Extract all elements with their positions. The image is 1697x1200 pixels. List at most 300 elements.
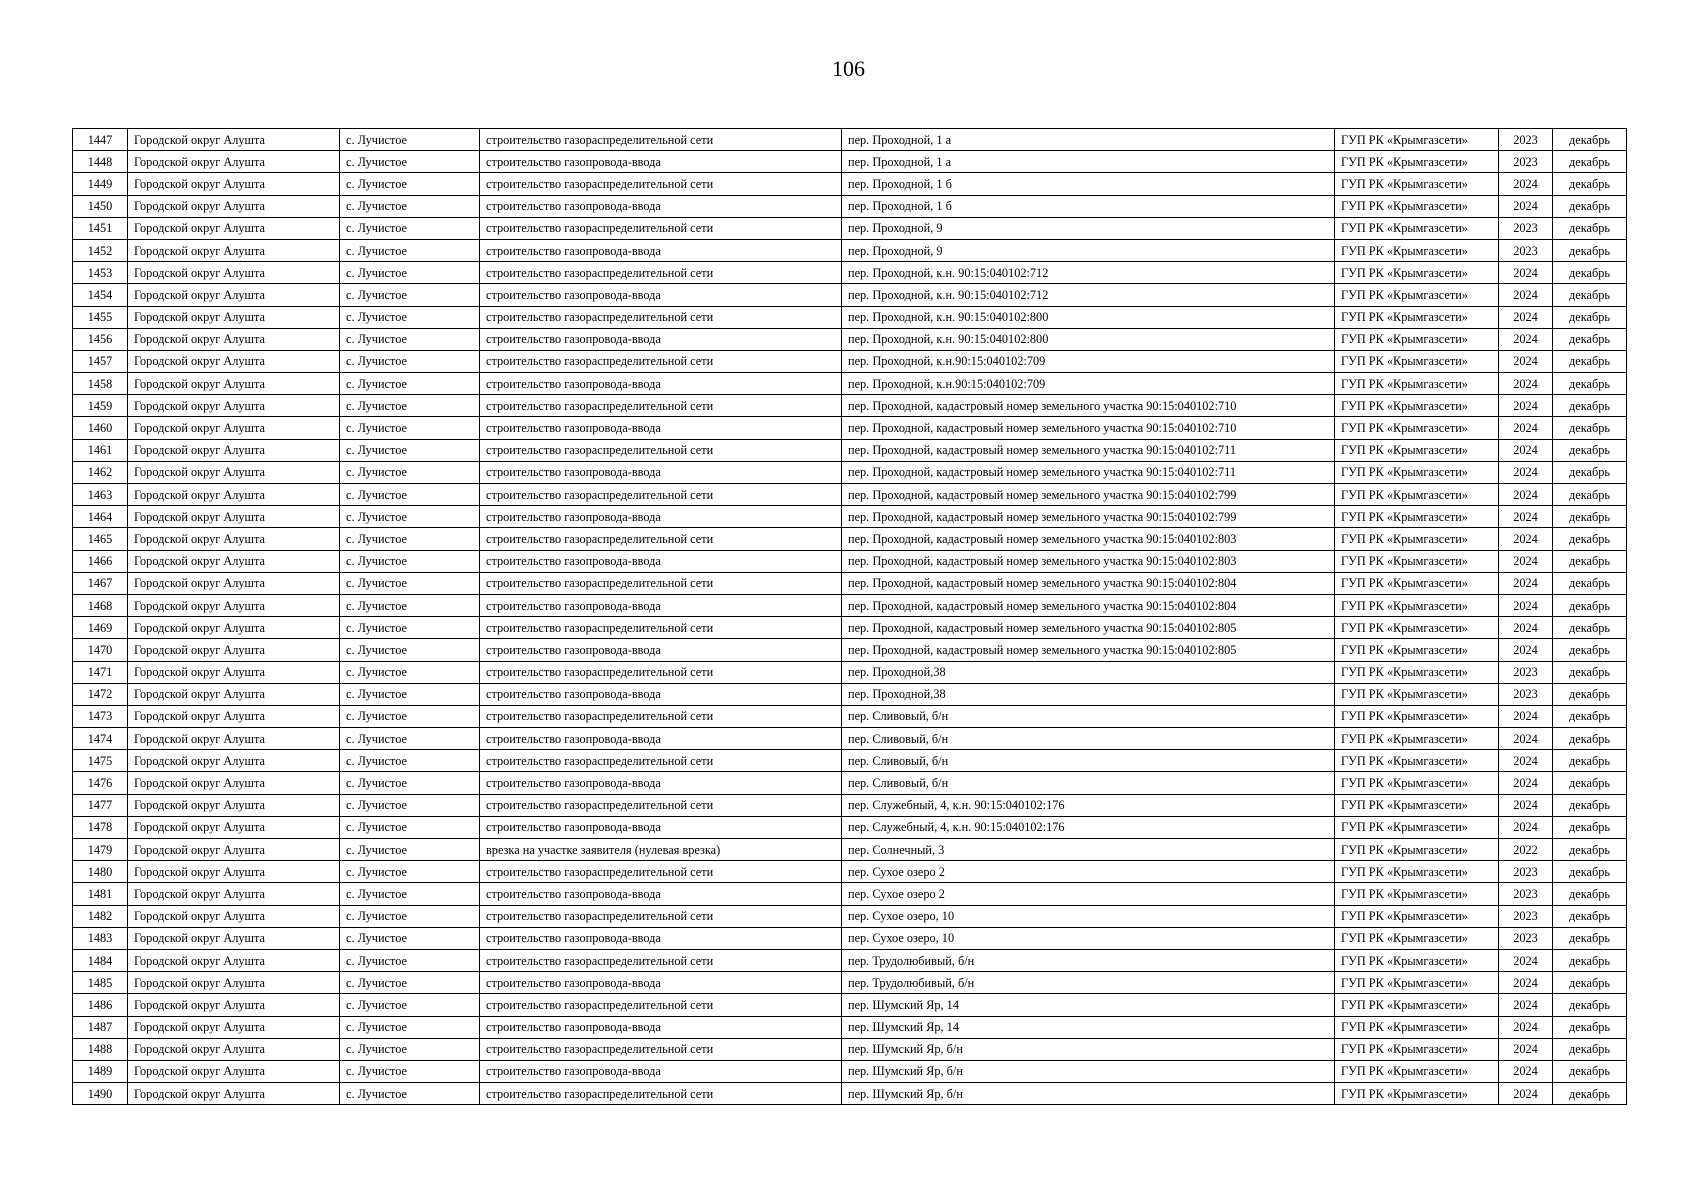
cell-address: пер. Сухое озеро, 10 (842, 905, 1335, 927)
cell-settlement: с. Лучистое (340, 794, 480, 816)
cell-month: декабрь (1553, 1016, 1627, 1038)
cell-year: 2024 (1499, 373, 1553, 395)
cell-work-type: строительство газопровода-ввода (480, 1016, 842, 1038)
cell-settlement: с. Лучистое (340, 639, 480, 661)
cell-month: декабрь (1553, 861, 1627, 883)
cell-settlement: с. Лучистое (340, 972, 480, 994)
table-row (73, 839, 1627, 861)
table-row (73, 395, 1627, 417)
cell-row-number: 1478 (73, 816, 128, 838)
table-row (73, 927, 1627, 949)
cell-municipality: Городской округ Алушта (128, 439, 340, 461)
cell-organization: ГУП РК «Крымгазсети» (1335, 1016, 1499, 1038)
cell-address: пер. Проходной, к.н. 90:15:040102:712 (842, 284, 1335, 306)
cell-settlement: с. Лучистое (340, 927, 480, 949)
cell-municipality: Городской округ Алушта (128, 129, 340, 151)
table-row (73, 550, 1627, 572)
cell-row-number: 1459 (73, 395, 128, 417)
cell-settlement: с. Лучистое (340, 883, 480, 905)
cell-settlement: с. Лучистое (340, 373, 480, 395)
cell-organization: ГУП РК «Крымгазсети» (1335, 217, 1499, 239)
cell-year: 2024 (1499, 528, 1553, 550)
table-row (73, 949, 1627, 971)
cell-organization: ГУП РК «Крымгазсети» (1335, 572, 1499, 594)
table-row (73, 994, 1627, 1016)
cell-organization: ГУП РК «Крымгазсети» (1335, 373, 1499, 395)
cell-address: пер. Проходной, кадастровый номер земельного участка 90:15:040102:805 (842, 617, 1335, 639)
cell-address: пер. Трудолюбивый, б/н (842, 949, 1335, 971)
cell-month: декабрь (1553, 528, 1627, 550)
cell-address: пер. Сухое озеро 2 (842, 883, 1335, 905)
cell-address: пер. Проходной, кадастровый номер земельного участка 90:15:040102:804 (842, 594, 1335, 616)
cell-row-number: 1490 (73, 1083, 128, 1105)
cell-month: декабрь (1553, 905, 1627, 927)
cell-month: декабрь (1553, 639, 1627, 661)
cell-row-number: 1480 (73, 861, 128, 883)
cell-month: декабрь (1553, 1083, 1627, 1105)
cell-address: пер. Проходной, кадастровый номер земельного участка 90:15:040102:710 (842, 395, 1335, 417)
cell-month: декабрь (1553, 750, 1627, 772)
cell-month: декабрь (1553, 417, 1627, 439)
cell-month: декабрь (1553, 683, 1627, 705)
cell-organization: ГУП РК «Крымгазсети» (1335, 750, 1499, 772)
cell-municipality: Городской округ Алушта (128, 617, 340, 639)
cell-year: 2024 (1499, 949, 1553, 971)
cell-settlement: с. Лучистое (340, 395, 480, 417)
cell-municipality: Городской округ Алушта (128, 1038, 340, 1060)
cell-row-number: 1468 (73, 594, 128, 616)
cell-work-type: строительство газораспределительной сети (480, 173, 842, 195)
table-row (73, 1016, 1627, 1038)
cell-organization: ГУП РК «Крымгазсети» (1335, 395, 1499, 417)
cell-row-number: 1487 (73, 1016, 128, 1038)
table-row (73, 1038, 1627, 1060)
cell-month: декабрь (1553, 816, 1627, 838)
cell-address: пер. Проходной, кадастровый номер земельного участка 90:15:040102:805 (842, 639, 1335, 661)
table-row (73, 151, 1627, 173)
cell-settlement: с. Лучистое (340, 905, 480, 927)
cell-address: пер. Проходной, 1 а (842, 151, 1335, 173)
cell-organization: ГУП РК «Крымгазсети» (1335, 239, 1499, 261)
table-row (73, 972, 1627, 994)
cell-municipality: Городской округ Алушта (128, 905, 340, 927)
cell-year: 2024 (1499, 1016, 1553, 1038)
cell-municipality: Городской округ Алушта (128, 239, 340, 261)
table-row (73, 1060, 1627, 1082)
cell-organization: ГУП РК «Крымгазсети» (1335, 927, 1499, 949)
cell-settlement: с. Лучистое (340, 772, 480, 794)
cell-month: декабрь (1553, 927, 1627, 949)
cell-municipality: Городской округ Алушта (128, 639, 340, 661)
cell-organization: ГУП РК «Крымгазсети» (1335, 439, 1499, 461)
cell-year: 2024 (1499, 173, 1553, 195)
table-row (73, 350, 1627, 372)
cell-work-type: строительство газораспределительной сети (480, 905, 842, 927)
cell-organization: ГУП РК «Крымгазсети» (1335, 328, 1499, 350)
cell-work-type: строительство газопровода-ввода (480, 550, 842, 572)
cell-address: пер. Проходной, к.н. 90:15:040102:712 (842, 262, 1335, 284)
cell-month: декабрь (1553, 306, 1627, 328)
cell-year: 2023 (1499, 683, 1553, 705)
cell-work-type: строительство газопровода-ввода (480, 373, 842, 395)
cell-row-number: 1457 (73, 350, 128, 372)
cell-year: 2024 (1499, 350, 1553, 372)
cell-organization: ГУП РК «Крымгазсети» (1335, 528, 1499, 550)
cell-work-type: строительство газораспределительной сети (480, 395, 842, 417)
cell-municipality: Городской округ Алушта (128, 683, 340, 705)
cell-year: 2024 (1499, 728, 1553, 750)
cell-month: декабрь (1553, 217, 1627, 239)
cell-work-type: врезка на участке заявителя (нулевая врезка) (480, 839, 842, 861)
cell-address: пер. Сухое озеро 2 (842, 861, 1335, 883)
cell-municipality: Городской округ Алушта (128, 1016, 340, 1038)
cell-address: пер. Проходной, кадастровый номер земельного участка 90:15:040102:803 (842, 528, 1335, 550)
table-row (73, 772, 1627, 794)
cell-municipality: Городской округ Алушта (128, 328, 340, 350)
cell-work-type: строительство газопровода-ввода (480, 683, 842, 705)
cell-address: пер. Сливовый, б/н (842, 705, 1335, 727)
cell-municipality: Городской округ Алушта (128, 373, 340, 395)
cell-month: декабрь (1553, 572, 1627, 594)
cell-settlement: с. Лучистое (340, 284, 480, 306)
cell-organization: ГУП РК «Крымгазсети» (1335, 972, 1499, 994)
cell-settlement: с. Лучистое (340, 750, 480, 772)
cell-row-number: 1488 (73, 1038, 128, 1060)
cell-organization: ГУП РК «Крымгазсети» (1335, 173, 1499, 195)
cell-work-type: строительство газораспределительной сети (480, 129, 842, 151)
table-row (73, 639, 1627, 661)
cell-month: декабрь (1553, 284, 1627, 306)
cell-work-type: строительство газораспределительной сети (480, 617, 842, 639)
cell-settlement: с. Лучистое (340, 949, 480, 971)
cell-work-type: строительство газопровода-ввода (480, 972, 842, 994)
cell-address: пер. Проходной, к.н. 90:15:040102:800 (842, 328, 1335, 350)
table-row (73, 173, 1627, 195)
table-row (73, 1083, 1627, 1105)
cell-organization: ГУП РК «Крымгазсети» (1335, 284, 1499, 306)
cell-year: 2023 (1499, 129, 1553, 151)
cell-work-type: строительство газопровода-ввода (480, 151, 842, 173)
cell-municipality: Городской округ Алушта (128, 705, 340, 727)
table-row (73, 195, 1627, 217)
cell-municipality: Городской округ Алушта (128, 994, 340, 1016)
cell-organization: ГУП РК «Крымгазсети» (1335, 683, 1499, 705)
cell-year: 2024 (1499, 1060, 1553, 1082)
cell-settlement: с. Лучистое (340, 594, 480, 616)
cell-row-number: 1455 (73, 306, 128, 328)
cell-municipality: Городской округ Алушта (128, 927, 340, 949)
cell-municipality: Городской округ Алушта (128, 794, 340, 816)
cell-year: 2024 (1499, 705, 1553, 727)
cell-settlement: с. Лучистое (340, 484, 480, 506)
table-row (73, 439, 1627, 461)
cell-year: 2024 (1499, 328, 1553, 350)
cell-work-type: строительство газораспределительной сети (480, 528, 842, 550)
cell-settlement: с. Лучистое (340, 350, 480, 372)
cell-year: 2024 (1499, 306, 1553, 328)
cell-municipality: Городской округ Алушта (128, 883, 340, 905)
cell-address: пер. Проходной, к.н.90:15:040102:709 (842, 373, 1335, 395)
cell-row-number: 1464 (73, 506, 128, 528)
cell-settlement: с. Лучистое (340, 1060, 480, 1082)
cell-address: пер. Шумский Яр, б/н (842, 1038, 1335, 1060)
cell-settlement: с. Лучистое (340, 816, 480, 838)
cell-municipality: Городской округ Алушта (128, 772, 340, 794)
cell-year: 2023 (1499, 905, 1553, 927)
cell-year: 2022 (1499, 839, 1553, 861)
cell-address: пер. Шумский Яр, б/н (842, 1083, 1335, 1105)
cell-organization: ГУП РК «Крымгазсети» (1335, 1083, 1499, 1105)
table-row (73, 905, 1627, 927)
cell-address: пер. Проходной,38 (842, 683, 1335, 705)
table-row (73, 861, 1627, 883)
cell-row-number: 1489 (73, 1060, 128, 1082)
cell-address: пер. Сухое озеро, 10 (842, 927, 1335, 949)
cell-organization: ГУП РК «Крымгазсети» (1335, 705, 1499, 727)
cell-work-type: строительство газопровода-ввода (480, 594, 842, 616)
cell-row-number: 1483 (73, 927, 128, 949)
cell-year: 2024 (1499, 994, 1553, 1016)
cell-address: пер. Проходной, 1 б (842, 195, 1335, 217)
cell-municipality: Городской округ Алушта (128, 1083, 340, 1105)
cell-work-type: строительство газораспределительной сети (480, 949, 842, 971)
cell-year: 2023 (1499, 661, 1553, 683)
cell-month: декабрь (1553, 239, 1627, 261)
cell-year: 2024 (1499, 794, 1553, 816)
cell-municipality: Городской округ Алушта (128, 484, 340, 506)
cell-municipality: Городской округ Алушта (128, 550, 340, 572)
table-row (73, 417, 1627, 439)
cell-month: декабрь (1553, 484, 1627, 506)
cell-month: декабрь (1553, 794, 1627, 816)
cell-row-number: 1452 (73, 239, 128, 261)
cell-row-number: 1476 (73, 772, 128, 794)
table-row (73, 328, 1627, 350)
cell-year: 2024 (1499, 750, 1553, 772)
cell-year: 2024 (1499, 284, 1553, 306)
cell-year: 2024 (1499, 1038, 1553, 1060)
cell-settlement: с. Лучистое (340, 1083, 480, 1105)
cell-settlement: с. Лучистое (340, 617, 480, 639)
cell-address: пер. Проходной, 9 (842, 239, 1335, 261)
cell-municipality: Городской округ Алушта (128, 750, 340, 772)
work-schedule-table (72, 128, 1627, 1105)
table-row (73, 506, 1627, 528)
cell-settlement: с. Лучистое (340, 461, 480, 483)
cell-row-number: 1448 (73, 151, 128, 173)
cell-organization: ГУП РК «Крымгазсети» (1335, 506, 1499, 528)
cell-row-number: 1477 (73, 794, 128, 816)
cell-work-type: строительство газораспределительной сети (480, 994, 842, 1016)
cell-municipality: Городской округ Алушта (128, 350, 340, 372)
cell-month: декабрь (1553, 506, 1627, 528)
table-row (73, 217, 1627, 239)
cell-month: декабрь (1553, 1038, 1627, 1060)
cell-address: пер. Проходной, кадастровый номер земельного участка 90:15:040102:803 (842, 550, 1335, 572)
cell-settlement: с. Лучистое (340, 661, 480, 683)
cell-organization: ГУП РК «Крымгазсети» (1335, 728, 1499, 750)
cell-year: 2024 (1499, 262, 1553, 284)
cell-year: 2024 (1499, 772, 1553, 794)
cell-settlement: с. Лучистое (340, 262, 480, 284)
cell-municipality: Городской округ Алушта (128, 572, 340, 594)
cell-year: 2024 (1499, 484, 1553, 506)
cell-work-type: строительство газопровода-ввода (480, 639, 842, 661)
cell-organization: ГУП РК «Крымгазсети» (1335, 550, 1499, 572)
cell-month: декабрь (1553, 594, 1627, 616)
cell-year: 2024 (1499, 195, 1553, 217)
cell-municipality: Городской округ Алушта (128, 972, 340, 994)
cell-organization: ГУП РК «Крымгазсети» (1335, 617, 1499, 639)
cell-row-number: 1469 (73, 617, 128, 639)
table-row (73, 728, 1627, 750)
cell-work-type: строительство газораспределительной сети (480, 1083, 842, 1105)
cell-work-type: строительство газораспределительной сети (480, 439, 842, 461)
cell-month: декабрь (1553, 328, 1627, 350)
cell-year: 2024 (1499, 1083, 1553, 1105)
cell-organization: ГУП РК «Крымгазсети» (1335, 306, 1499, 328)
cell-municipality: Городской округ Алушта (128, 306, 340, 328)
cell-year: 2024 (1499, 395, 1553, 417)
cell-month: декабрь (1553, 705, 1627, 727)
cell-year: 2024 (1499, 572, 1553, 594)
cell-work-type: строительство газопровода-ввода (480, 461, 842, 483)
cell-settlement: с. Лучистое (340, 506, 480, 528)
cell-organization: ГУП РК «Крымгазсети» (1335, 816, 1499, 838)
cell-month: декабрь (1553, 395, 1627, 417)
cell-settlement: с. Лучистое (340, 528, 480, 550)
cell-settlement: с. Лучистое (340, 1016, 480, 1038)
cell-work-type: строительство газопровода-ввода (480, 195, 842, 217)
table-row (73, 129, 1627, 151)
table-row (73, 705, 1627, 727)
cell-row-number: 1447 (73, 129, 128, 151)
cell-address: пер. Проходной, 9 (842, 217, 1335, 239)
cell-year: 2023 (1499, 883, 1553, 905)
table-row (73, 572, 1627, 594)
cell-row-number: 1460 (73, 417, 128, 439)
cell-work-type: строительство газопровода-ввода (480, 1060, 842, 1082)
cell-municipality: Городской округ Алушта (128, 861, 340, 883)
cell-year: 2023 (1499, 927, 1553, 949)
cell-address: пер. Проходной, к.н. 90:15:040102:800 (842, 306, 1335, 328)
cell-row-number: 1479 (73, 839, 128, 861)
cell-work-type: строительство газораспределительной сети (480, 262, 842, 284)
cell-month: декабрь (1553, 151, 1627, 173)
cell-municipality: Городской округ Алушта (128, 816, 340, 838)
cell-work-type: строительство газораспределительной сети (480, 1038, 842, 1060)
cell-settlement: с. Лучистое (340, 129, 480, 151)
cell-municipality: Городской округ Алушта (128, 262, 340, 284)
cell-month: декабрь (1553, 173, 1627, 195)
cell-month: декабрь (1553, 617, 1627, 639)
cell-work-type: строительство газораспределительной сети (480, 705, 842, 727)
cell-address: пер. Проходной, кадастровый номер земельного участка 90:15:040102:804 (842, 572, 1335, 594)
cell-row-number: 1461 (73, 439, 128, 461)
cell-row-number: 1472 (73, 683, 128, 705)
cell-organization: ГУП РК «Крымгазсети» (1335, 594, 1499, 616)
cell-settlement: с. Лучистое (340, 728, 480, 750)
table-row (73, 373, 1627, 395)
cell-address: пер. Проходной, 1 а (842, 129, 1335, 151)
cell-address: пер. Проходной, кадастровый номер земельного участка 90:15:040102:711 (842, 439, 1335, 461)
cell-municipality: Городской округ Алушта (128, 173, 340, 195)
cell-organization: ГУП РК «Крымгазсети» (1335, 1038, 1499, 1060)
cell-settlement: с. Лучистое (340, 173, 480, 195)
cell-row-number: 1458 (73, 373, 128, 395)
cell-work-type: строительство газопровода-ввода (480, 284, 842, 306)
cell-municipality: Городской округ Алушта (128, 217, 340, 239)
cell-month: декабрь (1553, 439, 1627, 461)
cell-row-number: 1449 (73, 173, 128, 195)
cell-year: 2023 (1499, 239, 1553, 261)
cell-month: декабрь (1553, 949, 1627, 971)
cell-organization: ГУП РК «Крымгазсети» (1335, 417, 1499, 439)
cell-address: пер. Служебный, 4, к.н. 90:15:040102:176 (842, 816, 1335, 838)
cell-organization: ГУП РК «Крымгазсети» (1335, 639, 1499, 661)
table-row (73, 661, 1627, 683)
cell-month: декабрь (1553, 195, 1627, 217)
cell-row-number: 1471 (73, 661, 128, 683)
cell-address: пер. Проходной, кадастровый номер земельного участка 90:15:040102:799 (842, 506, 1335, 528)
table-row (73, 683, 1627, 705)
cell-row-number: 1475 (73, 750, 128, 772)
cell-address: пер. Шумский Яр, 14 (842, 1016, 1335, 1038)
cell-month: декабрь (1553, 461, 1627, 483)
cell-organization: ГУП РК «Крымгазсети» (1335, 151, 1499, 173)
cell-row-number: 1451 (73, 217, 128, 239)
cell-month: декабрь (1553, 661, 1627, 683)
cell-row-number: 1465 (73, 528, 128, 550)
cell-month: декабрь (1553, 350, 1627, 372)
cell-row-number: 1473 (73, 705, 128, 727)
cell-year: 2023 (1499, 217, 1553, 239)
cell-month: декабрь (1553, 994, 1627, 1016)
cell-municipality: Городской округ Алушта (128, 417, 340, 439)
cell-address: пер. Шумский Яр, б/н (842, 1060, 1335, 1082)
cell-month: декабрь (1553, 129, 1627, 151)
cell-settlement: с. Лучистое (340, 1038, 480, 1060)
cell-address: пер. Проходной, кадастровый номер земельного участка 90:15:040102:710 (842, 417, 1335, 439)
cell-year: 2023 (1499, 151, 1553, 173)
cell-year: 2023 (1499, 861, 1553, 883)
table-row (73, 484, 1627, 506)
cell-year: 2024 (1499, 594, 1553, 616)
cell-row-number: 1450 (73, 195, 128, 217)
cell-address: пер. Солнечный, 3 (842, 839, 1335, 861)
cell-work-type: строительство газораспределительной сети (480, 661, 842, 683)
cell-municipality: Городской округ Алушта (128, 506, 340, 528)
cell-month: декабрь (1553, 373, 1627, 395)
cell-organization: ГУП РК «Крымгазсети» (1335, 195, 1499, 217)
cell-work-type: строительство газопровода-ввода (480, 816, 842, 838)
table-row (73, 528, 1627, 550)
cell-row-number: 1486 (73, 994, 128, 1016)
cell-year: 2024 (1499, 439, 1553, 461)
cell-settlement: с. Лучистое (340, 994, 480, 1016)
cell-work-type: строительство газопровода-ввода (480, 239, 842, 261)
cell-row-number: 1467 (73, 572, 128, 594)
cell-row-number: 1462 (73, 461, 128, 483)
cell-address: пер. Проходной, кадастровый номер земельного участка 90:15:040102:799 (842, 484, 1335, 506)
cell-settlement: с. Лучистое (340, 550, 480, 572)
cell-municipality: Городской округ Алушта (128, 395, 340, 417)
cell-address: пер. Проходной, к.н.90:15:040102:709 (842, 350, 1335, 372)
cell-address: пер. Проходной, кадастровый номер земельного участка 90:15:040102:711 (842, 461, 1335, 483)
cell-organization: ГУП РК «Крымгазсети» (1335, 905, 1499, 927)
cell-address: пер. Проходной, 1 б (842, 173, 1335, 195)
cell-organization: ГУП РК «Крымгазсети» (1335, 883, 1499, 905)
